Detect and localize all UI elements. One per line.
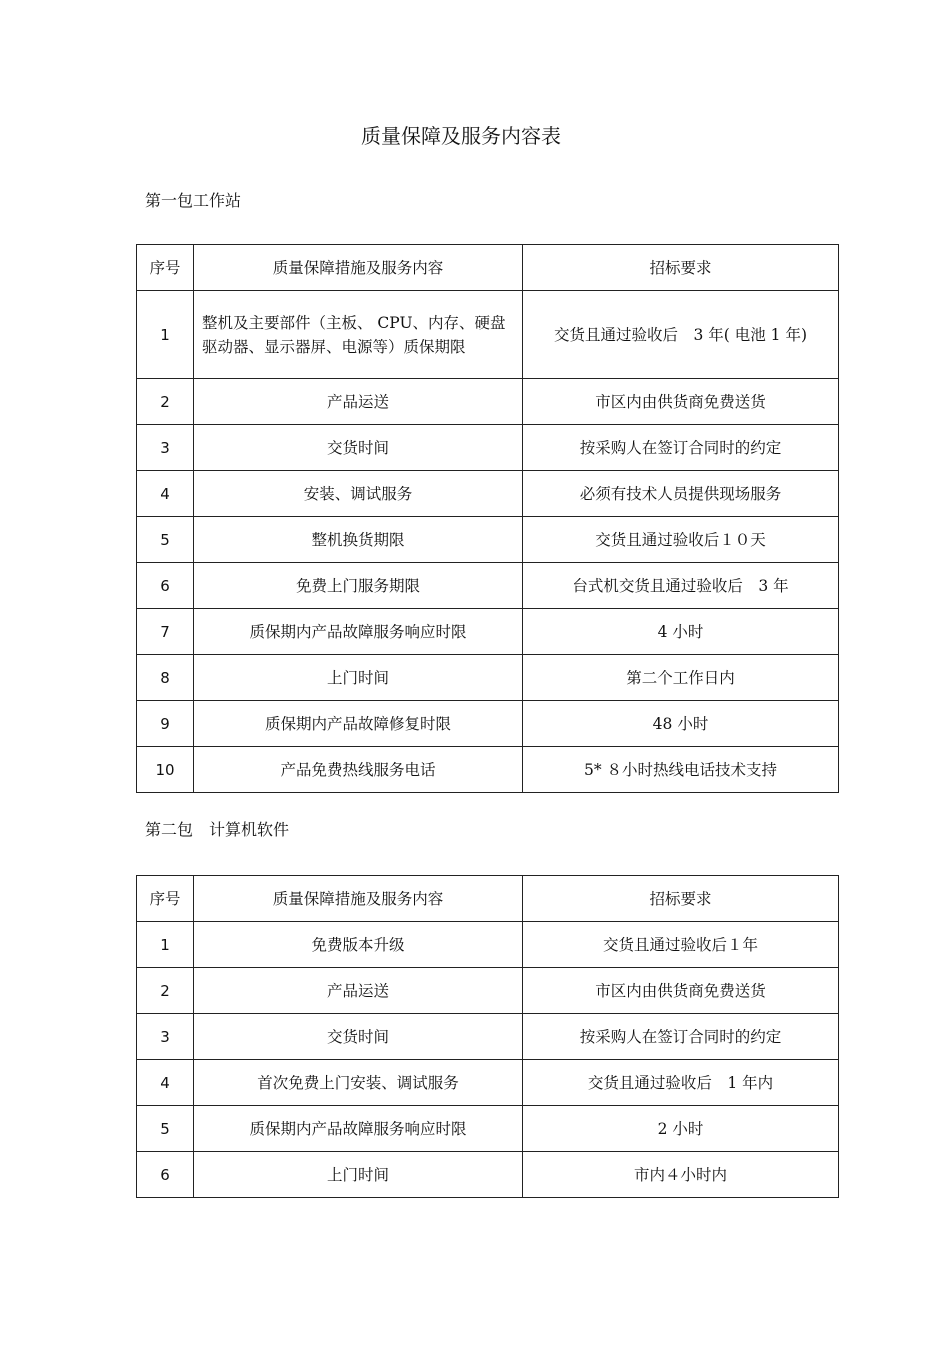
row-requirement: 4 小时	[523, 609, 839, 655]
row-content: 产品免费热线服务电话	[194, 747, 523, 793]
row-content: 首次免费上门安装、调试服务	[194, 1060, 523, 1106]
row-no: 2	[137, 379, 194, 425]
header-no: 序号	[137, 876, 194, 922]
header-content: 质量保障措施及服务内容	[194, 245, 523, 291]
table-row	[137, 517, 839, 563]
header-no: 序号	[137, 245, 194, 291]
row-requirement: 市区内由供货商免费送货	[523, 379, 839, 425]
row-no: 7	[137, 609, 194, 655]
row-no: 2	[137, 968, 194, 1014]
row-requirement: 交货且通过验收后 3 年( 电池 1 年)	[523, 291, 839, 379]
row-content: 产品运送	[194, 379, 523, 425]
row-no: 5	[137, 1106, 194, 1152]
section-heading-2: 第二包 计算机软件	[145, 820, 290, 839]
row-requirement: 按采购人在签订合同时的约定	[523, 1014, 839, 1060]
table-row	[137, 563, 839, 609]
table-row	[137, 701, 839, 747]
row-no: 4	[137, 1060, 194, 1106]
row-requirement: 市内４小时内	[523, 1152, 839, 1198]
row-content: 质保期内产品故障修复时限	[194, 701, 523, 747]
table-row	[137, 922, 839, 968]
row-content: 交货时间	[194, 425, 523, 471]
row-requirement: 交货且通过验收后１０天	[523, 517, 839, 563]
service-table-1	[136, 244, 839, 793]
row-content: 质保期内产品故障服务响应时限	[194, 1106, 523, 1152]
row-no: 1	[137, 291, 194, 379]
table-row	[137, 291, 839, 379]
row-no: 10	[137, 747, 194, 793]
row-content: 上门时间	[194, 655, 523, 701]
row-no: 1	[137, 922, 194, 968]
table-row	[137, 379, 839, 425]
table-header-row	[137, 876, 839, 922]
row-requirement: 按采购人在签订合同时的约定	[523, 425, 839, 471]
row-requirement: 2 小时	[523, 1106, 839, 1152]
table-row	[137, 655, 839, 701]
header-content: 质量保障措施及服务内容	[194, 876, 523, 922]
row-content: 交货时间	[194, 1014, 523, 1060]
row-requirement: 第二个工作日内	[523, 655, 839, 701]
row-no: 9	[137, 701, 194, 747]
table-header-row	[137, 245, 839, 291]
table-row	[137, 1014, 839, 1060]
row-content: 免费上门服务期限	[194, 563, 523, 609]
row-requirement: 市区内由供货商免费送货	[523, 968, 839, 1014]
row-requirement: 必须有技术人员提供现场服务	[523, 471, 839, 517]
row-no: 8	[137, 655, 194, 701]
row-no: 6	[137, 1152, 194, 1198]
header-requirement: 招标要求	[523, 245, 839, 291]
table-row	[137, 747, 839, 793]
service-table-2	[136, 875, 839, 1198]
table-row	[137, 609, 839, 655]
table-row	[137, 968, 839, 1014]
row-no: 3	[137, 1014, 194, 1060]
table-row	[137, 471, 839, 517]
row-content: 整机及主要部件（主板、 CPU、内存、硬盘驱动器、显示器屏、电源等）质保期限	[194, 291, 523, 379]
row-content: 产品运送	[194, 968, 523, 1014]
row-content: 免费版本升级	[194, 922, 523, 968]
row-content: 安装、调试服务	[194, 471, 523, 517]
section-heading-1: 第一包工作站	[145, 191, 242, 210]
row-no: 5	[137, 517, 194, 563]
page-title: 质量保障及服务内容表	[361, 124, 561, 148]
row-no: 6	[137, 563, 194, 609]
table-row	[137, 1152, 839, 1198]
row-no: 4	[137, 471, 194, 517]
row-content: 整机换货期限	[194, 517, 523, 563]
table-row	[137, 425, 839, 471]
row-no: 3	[137, 425, 194, 471]
row-requirement: 交货且通过验收后１年	[523, 922, 839, 968]
table-row	[137, 1106, 839, 1152]
header-requirement: 招标要求	[523, 876, 839, 922]
row-content: 上门时间	[194, 1152, 523, 1198]
row-requirement: 交货且通过验收后 1 年内	[523, 1060, 839, 1106]
row-content: 质保期内产品故障服务响应时限	[194, 609, 523, 655]
row-requirement: 5* ８小时热线电话技术支持	[523, 747, 839, 793]
table-row	[137, 1060, 839, 1106]
row-requirement: 台式机交货且通过验收后 3 年	[523, 563, 839, 609]
row-requirement: 48 小时	[523, 701, 839, 747]
